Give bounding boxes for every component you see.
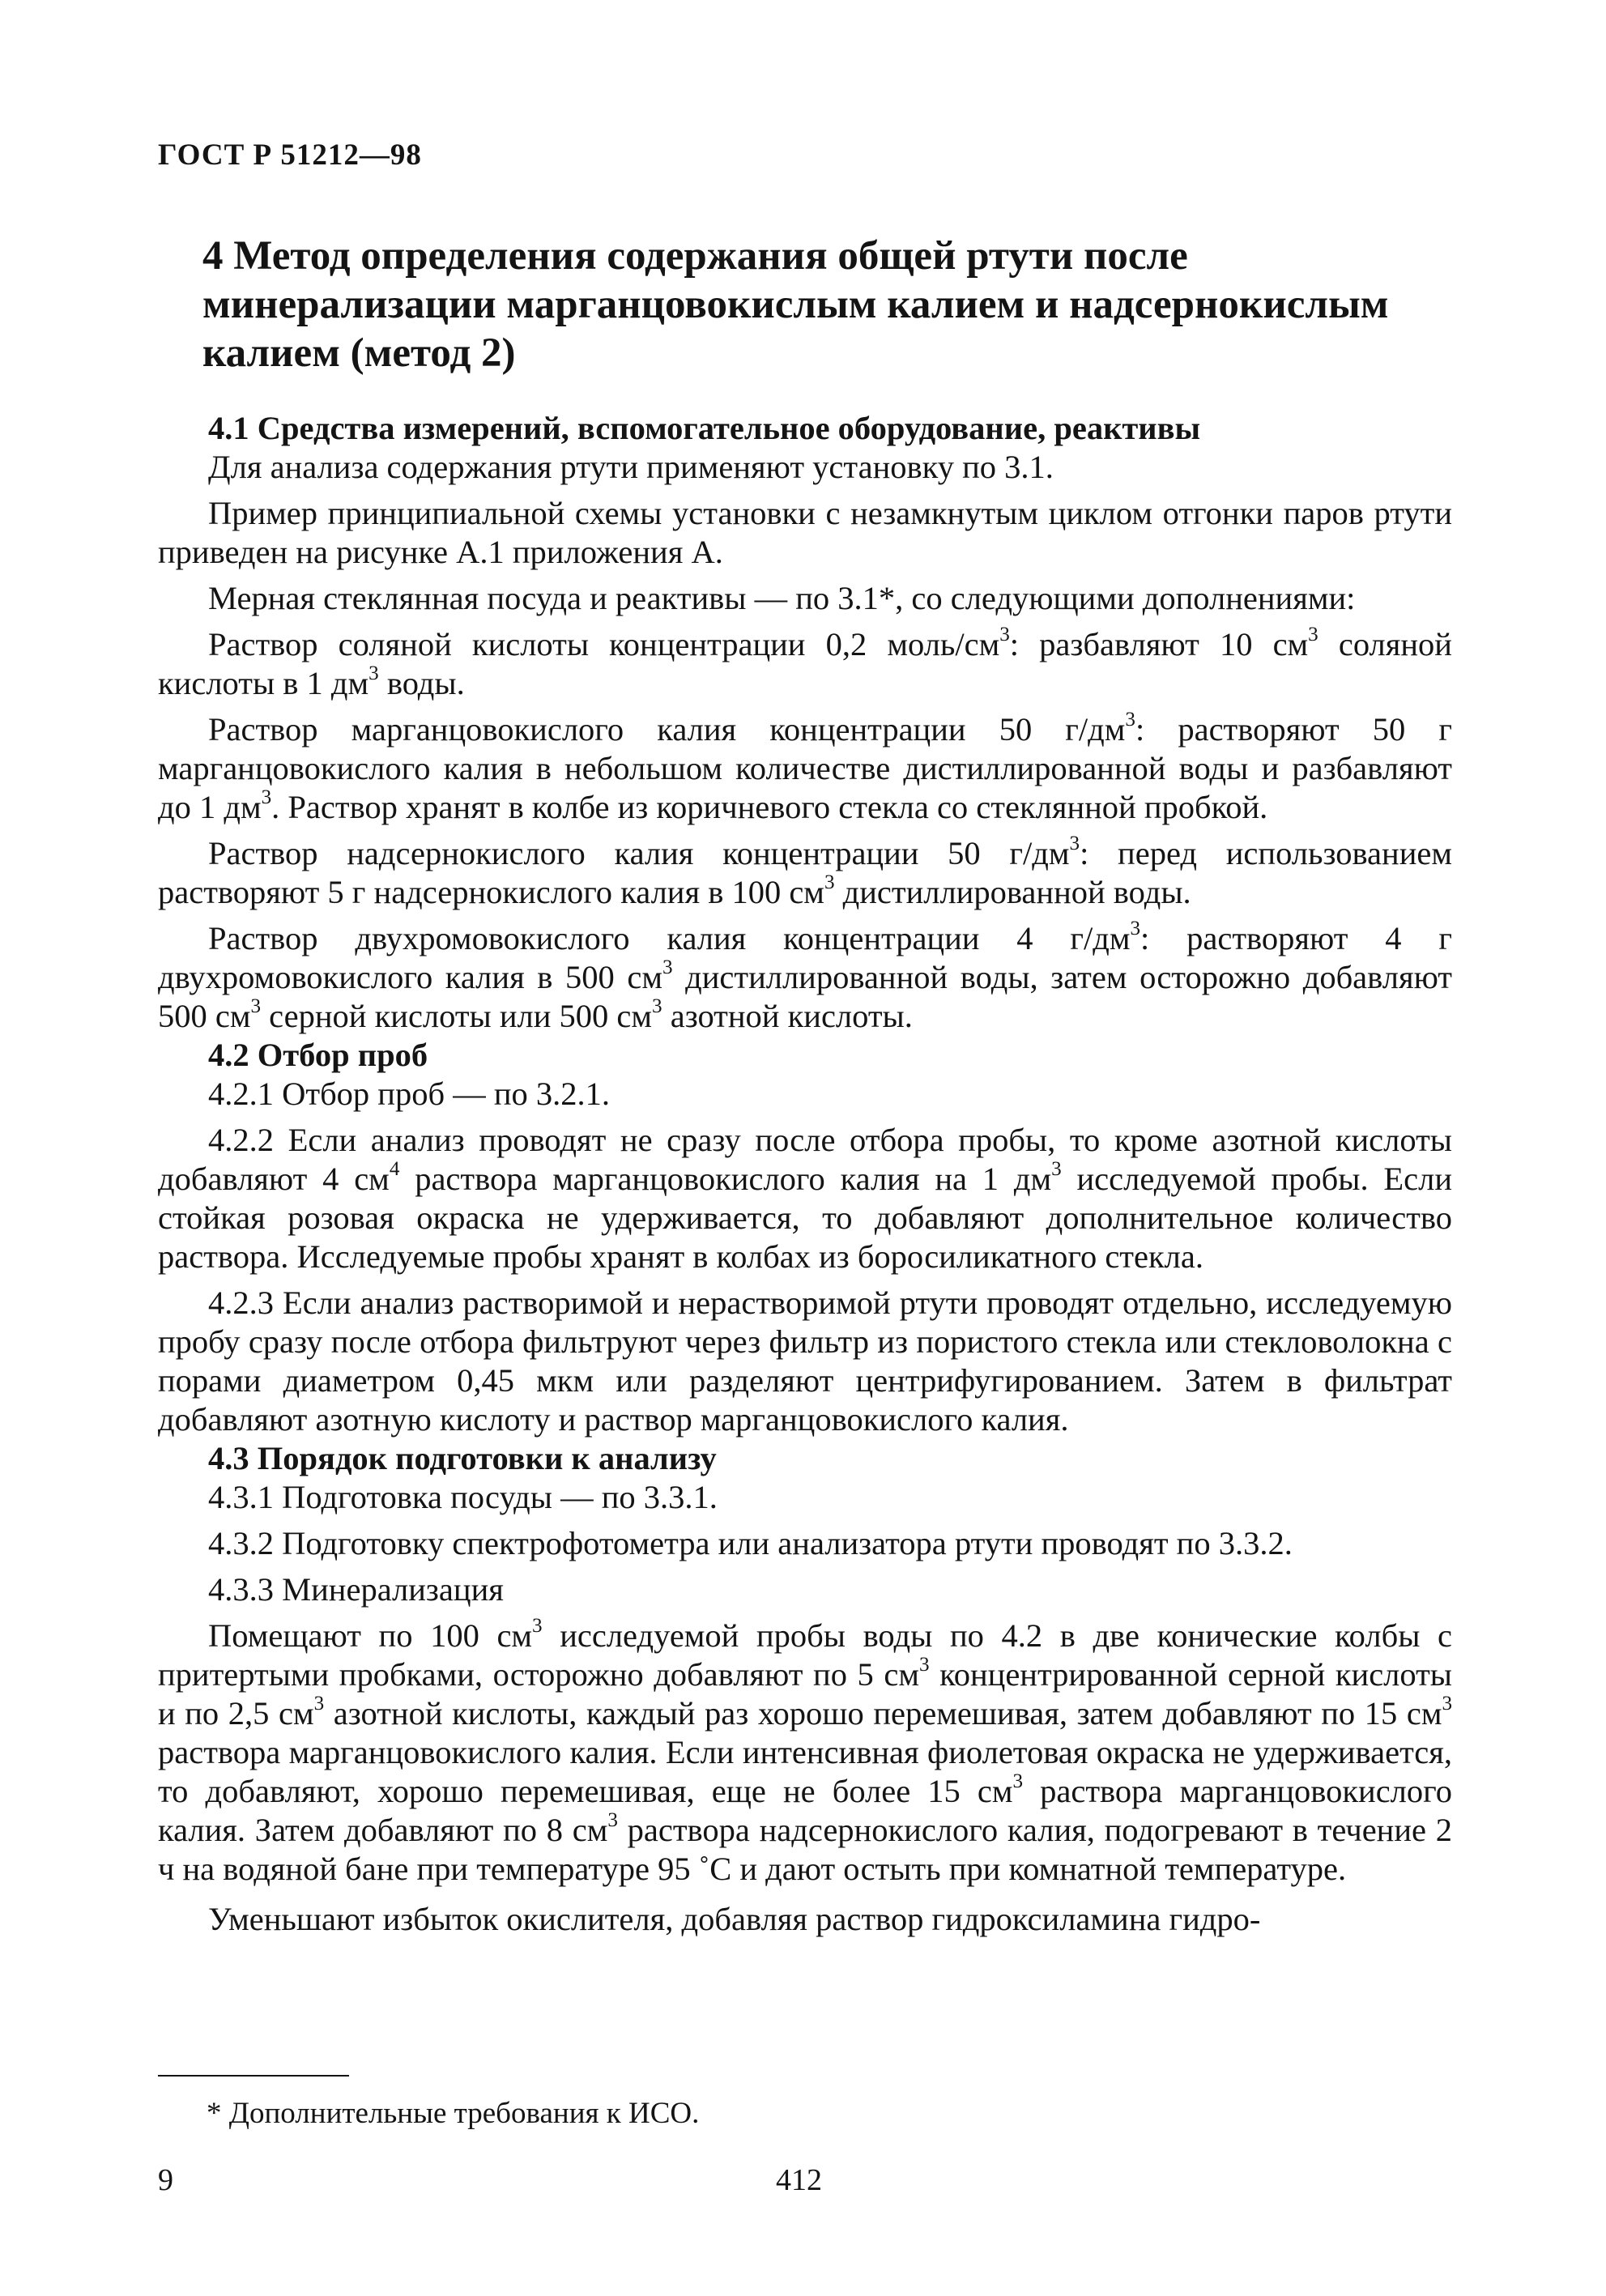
paragraph: 4.3.3 Минерализация xyxy=(208,1571,504,1608)
page-number-center: 412 xyxy=(776,2163,822,2197)
page-number-left: 9 xyxy=(158,2163,173,2197)
paragraph: Раствор двухромовокислого калия концентрации 4 $г/дм^3$: растворяют 4 г двухромовокислого калия в 500 $см^3$ дистиллированной воды, затем осторожно добавляют 500 $см^3$ серной кислоты или 500 $см^3$ азотной кислоты. xyxy=(158,917,1453,1034)
document-code: ГОСТ Р 51212—98 xyxy=(158,138,422,172)
body-text xyxy=(158,409,1452,1939)
paragraph: Раствор надсернокислого калия концентрации 50 $г/дм^3$: перед использованием растворяют 5 г надсернокислого калия в 100 $см^3$ дистиллированной воды. xyxy=(158,832,1452,910)
paragraph: Пример принципиальной схемы установки с незамкнутым циклом отгонки паров ртути приведен на рисунке А.1 приложения А. xyxy=(158,495,1452,570)
paragraph: 4.2.2 Если анализ проводят не сразу после отбора пробы, то кроме азотной кислоты добавляют 4 $см^4$ раствора марганцовокислого калия на 1 $дм^3$ исследуемой пробы. Если стойкая розовая окраска не удерживается, то добавляют дополнительное количество раствора. Исследуемые пробы хранят в колбах из боросиликатного стекла. xyxy=(158,1122,1452,1275)
subsection-heading-4-1: 4.1 Средства измерений, вспомогательное оборудование, реактивы xyxy=(208,410,1201,446)
paragraph: 4.2.1 Отбор проб — по 3.2.1. xyxy=(208,1076,611,1112)
section-title: 4 Метод определения содержания общей ртути после минерализации марганцовокислым калием и надсернокислым калием (метод 2) xyxy=(202,233,1389,376)
paragraph: Раствор соляной кислоты концентрации 0,2 моль/$см^3$: разбавляют 10 $см^3$ соляной кислоты в 1 $дм^3$ воды. xyxy=(158,623,1452,701)
paragraph: 4.3.2 Подготовку спектрофотометра или анализатора ртути проводят по 3.3.2. xyxy=(208,1525,1293,1561)
paragraph: Уменьшают избыток окислителя, добавляя раствор гидроксиламина гидро- xyxy=(208,1901,1261,1937)
paragraph: 4.3.1 Подготовка посуды — по 3.3.1. xyxy=(208,1479,718,1515)
footnote-divider xyxy=(158,2075,349,2077)
paragraph: 4.2.3 Если анализ растворимой и нерастворимой ртути проводят отдельно, исследуемую пробу сразу после отбора фильтруют через фильтр из пористого стекла или стекловолокна с порами диаметром 0,45 мкм или разделяют центрифугированием. Затем в фильтрат добавляют азотную кислоту и раствор марганцовокислого калия. xyxy=(158,1284,1452,1438)
paragraph: Раствор марганцовокислого калия концентрации 50 $г/дм^3$: растворяют 50 г марганцовокислого калия в небольшом количестве дистиллированной воды и разбавляют до 1 $дм^3$. Раствор хранят в колбе из коричневого стекла со стеклянной пробкой. xyxy=(158,708,1452,825)
paragraph: Для анализа содержания ртути применяют установку по 3.1. xyxy=(208,449,1054,485)
subsection-heading-4-3: 4.3 Порядок подготовки к анализу xyxy=(208,1440,717,1476)
paragraph: Помещают по 100 $см^3$ исследуемой пробы воды по 4.2 в две конические колбы с притертыми пробками, осторожно добавляют по 5 $см^3$ концентрированной серной кислоты и по 2,5 $см^3$ азотной кислоты, каждый раз хорошо перемешивая, затем добавляют по 15 $см^3$ раствора марганцовокислого калия. Если интенсивная фиолетовая окраска не удерживается, то добавляют, хорошо перемешивая, еще не более 15 $см^3$ раствора марганцовокислого калия. Затем добавляют по 8 $см^3$ раствора надсернокислого калия, подогревают в течение 2 ч на водяной бане при температуре 95 ˚С и дают остыть при комнатной температуре. xyxy=(158,1614,1453,1887)
subsection-heading-4-2: 4.2 Отбор проб xyxy=(208,1037,428,1073)
paragraph: Мерная стеклянная посуда и реактивы — по 3.1*, со следующими дополнениями: xyxy=(208,580,1356,616)
footnote: * Дополнительные требования к ИСО. xyxy=(207,2097,700,2130)
